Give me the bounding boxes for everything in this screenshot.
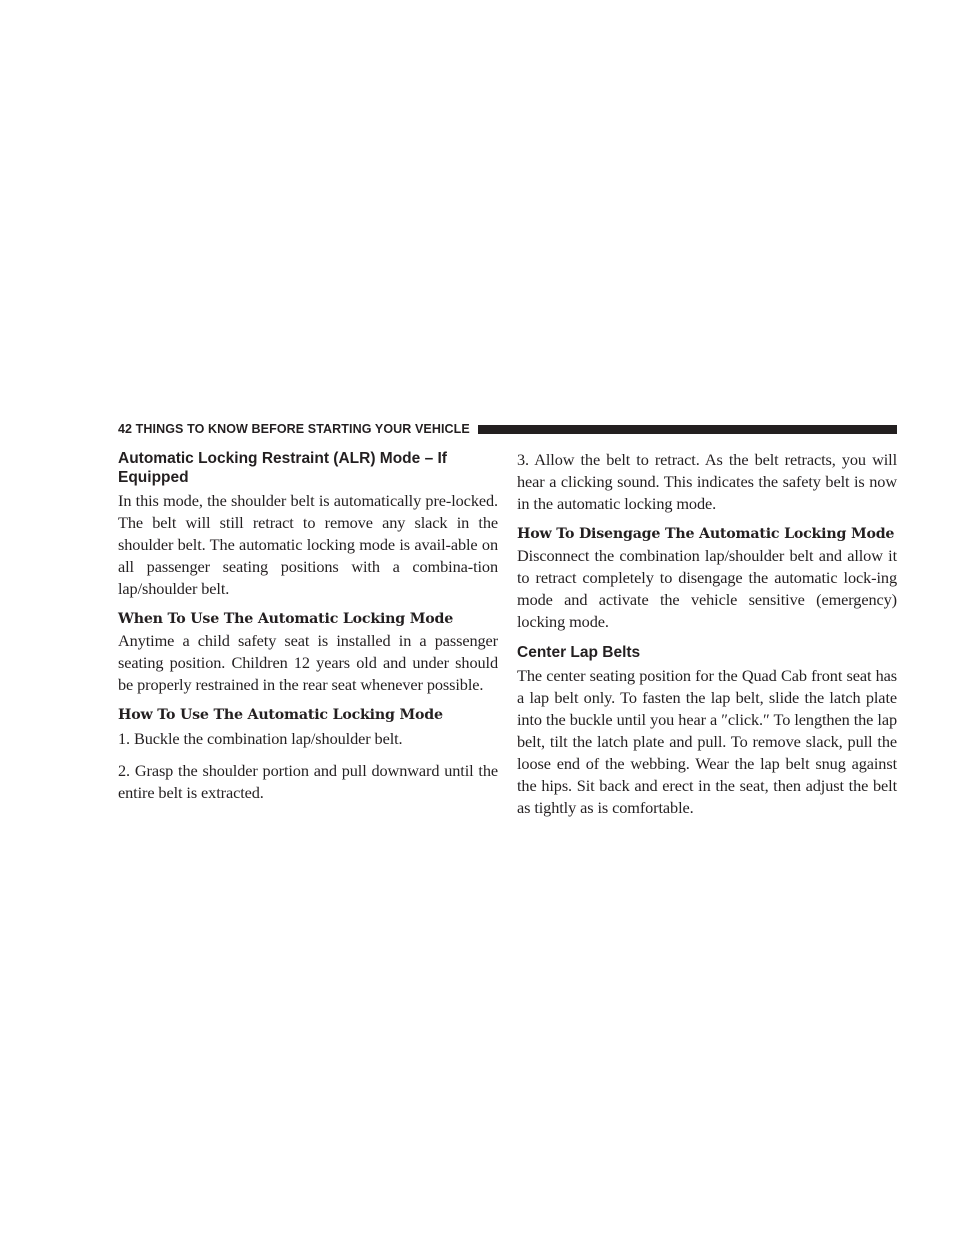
- when-heading: When To Use The Automatic Locking Mode: [118, 611, 454, 627]
- step-1: 1. Buckle the combination lap/shoulder belt.: [118, 729, 403, 748]
- running-header: [118, 421, 897, 437]
- disengage-heading: How To Disengage The Automatic Locking Mode: [517, 526, 895, 542]
- header-rule: [478, 425, 897, 434]
- when-paragraph: Anytime a child safety seat is installed in a passenger seating position. Children 12 years old and under should be properly restrained in the rear seat whenever possible.: [118, 631, 498, 694]
- alr-heading: Automatic Locking Restraint (ALR) Mode – If Equipped: [118, 450, 447, 486]
- step-2: 2. Grasp the shoulder portion and pull downward until the entire belt is extracted.: [118, 761, 498, 802]
- step-3: 3. Allow the belt to retract. As the belt retracts, you will hear a clicking sound. This indicates the safety belt is now in the automatic locking mode.: [517, 450, 897, 513]
- how-heading: How To Use The Automatic Locking Mode: [118, 707, 443, 723]
- left-column: [118, 449, 498, 814]
- center-lap-belts-paragraph: The center seating position for the Quad Cab front seat has a lap belt only. To fasten the lap belt, slide the latch plate into the buckle until you hear a ″click.″ To lengthen the lap belt, tilt the latch plate and pull. To remove slack, pull the loose end of the webbing. Wear the lap belt snug against the hips. Sit back and erect in the seat, then adjust the belt as tightly as is comfortable.: [517, 666, 897, 817]
- right-column: [517, 449, 897, 829]
- page-label: 42 THINGS TO KNOW BEFORE STARTING YOUR VEHICLE: [118, 422, 470, 436]
- alr-paragraph: In this mode, the shoulder belt is automatically pre-locked. The belt will still retract to remove any slack in the shoulder belt. The automatic locking mode is avail-able on all passenger seating positions with a combina-tion lap/shoulder belt.: [118, 491, 498, 598]
- disengage-paragraph: Disconnect the combination lap/shoulder belt and allow it to retract completely to disengage the automatic lock-ing mode and activate the vehicle sensitive (emergency) locking mode.: [517, 546, 897, 631]
- center-lap-belts-heading: Center Lap Belts: [517, 644, 641, 661]
